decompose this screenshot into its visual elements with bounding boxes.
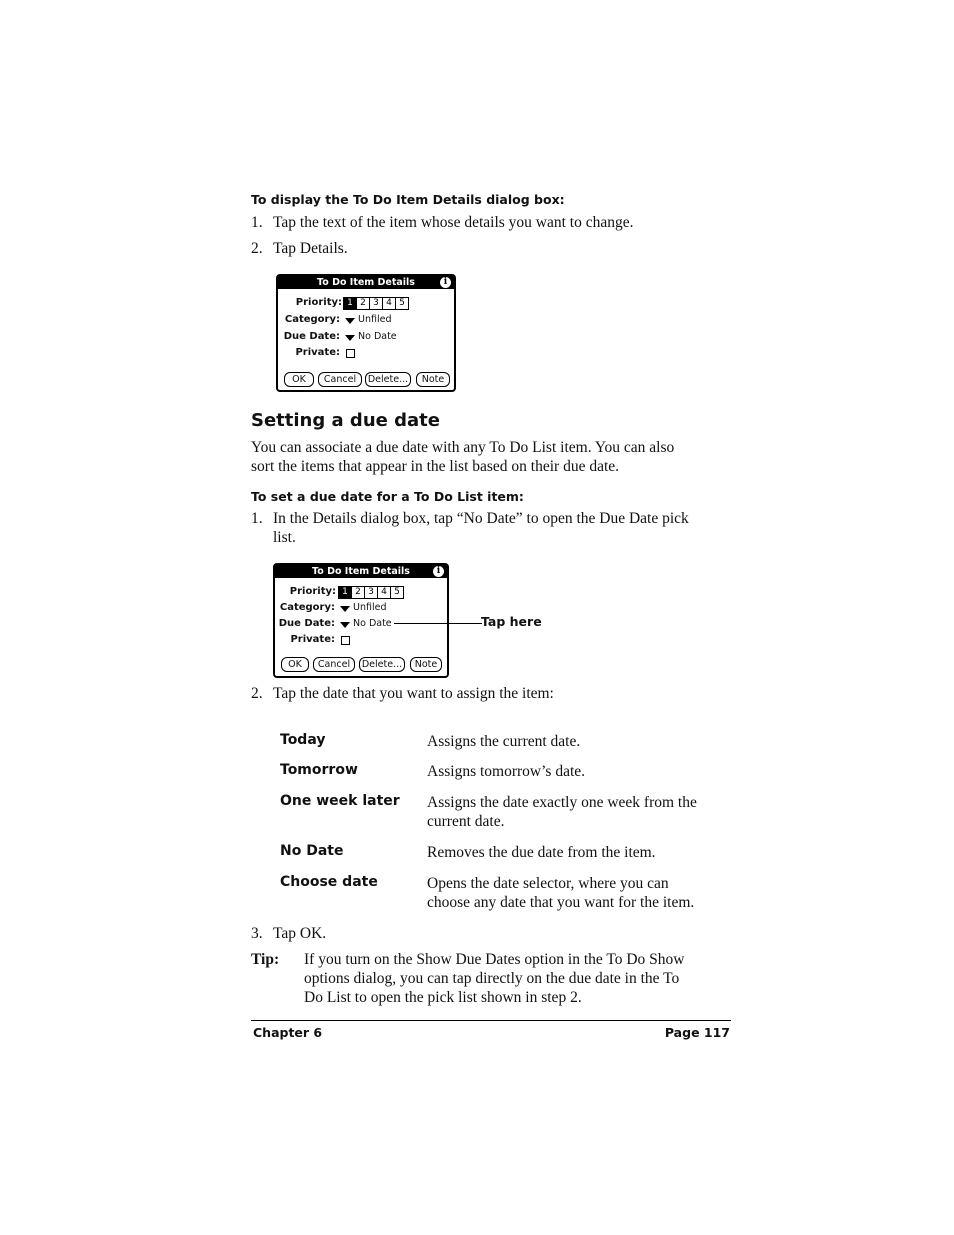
priority-4-button[interactable]: 4 (382, 297, 396, 310)
note-button[interactable]: Note (410, 657, 442, 672)
description-line: Assigns the current date. (427, 733, 581, 750)
option-description (427, 732, 732, 751)
callout-leader-line (394, 623, 482, 624)
due-date-value[interactable]: No Date (353, 618, 392, 629)
priority-3-button[interactable]: 3 (369, 297, 383, 310)
option-description (427, 843, 732, 862)
note-button[interactable]: Note (416, 372, 450, 387)
category-value[interactable]: Unfiled (353, 602, 387, 613)
priority-1-button[interactable]: 1 (338, 586, 352, 599)
option-term: Choose date (280, 874, 378, 890)
description-line: Removes the due date from the item. (427, 844, 656, 861)
priority-2-button[interactable]: 2 (351, 586, 365, 599)
step-text-line: list. (273, 529, 296, 546)
category-dropdown-icon[interactable] (340, 606, 350, 612)
tip-label: Tip: (251, 951, 280, 968)
delete-button[interactable]: Delete... (365, 372, 411, 387)
cancel-button[interactable]: Cancel (318, 372, 362, 387)
delete-button[interactable]: Delete... (359, 657, 405, 672)
priority-selector (339, 586, 404, 599)
step-text: Tap OK. (273, 925, 327, 942)
step-number: 1. (251, 510, 263, 527)
step-text: Tap Details. (273, 240, 348, 257)
info-icon[interactable]: i (440, 277, 451, 288)
description-line: choose any date that you want for the item. (427, 894, 695, 911)
step-number: 3. (251, 925, 263, 942)
description-line: Assigns the date exactly one week from the (427, 794, 697, 811)
step-text: Tap the text of the item whose details you want to change. (273, 214, 634, 231)
step-text-line: In the Details dialog box, tap “No Date” to open the Due Date pick (273, 510, 689, 527)
due-date-value[interactable]: No Date (358, 331, 397, 342)
option-description (427, 793, 732, 831)
option-term: One week later (280, 793, 400, 809)
step-text: Tap the date that you want to assign the item: (273, 685, 554, 702)
ok-button[interactable]: OK (281, 657, 309, 672)
intro-line: You can associate a due date with any To Do List item. You can also (251, 439, 675, 456)
category-label: Category: (279, 602, 335, 613)
todo-item-details-dialog (276, 274, 456, 392)
option-term: Today (280, 732, 326, 748)
step-number: 2. (251, 685, 263, 702)
category-value[interactable]: Unfiled (358, 314, 392, 325)
due-date-label: Due Date: (283, 331, 340, 342)
set-step-1 (251, 509, 751, 549)
info-icon[interactable]: i (433, 566, 444, 577)
description-line: Opens the date selector, where you can (427, 875, 669, 892)
category-dropdown-icon[interactable] (345, 318, 355, 324)
option-term: Tomorrow (280, 762, 358, 778)
tip-line: If you turn on the Show Due Dates option in the To Do Show (304, 951, 685, 968)
intro-line: sort the items that appear in the list based on their due date. (251, 458, 620, 475)
description-line: Assigns tomorrow’s date. (427, 763, 586, 780)
priority-label: Priority: (289, 586, 336, 597)
priority-2-button[interactable]: 2 (356, 297, 370, 310)
section-intro (251, 438, 741, 476)
private-checkbox[interactable] (341, 636, 350, 645)
section-title: Setting a due date (251, 410, 440, 431)
private-label: Private: (295, 347, 340, 358)
priority-5-button[interactable]: 5 (390, 586, 404, 599)
step-number: 2. (251, 240, 263, 257)
todo-item-details-dialog-callout (273, 563, 449, 678)
due-date-dropdown-icon[interactable] (340, 622, 350, 628)
tip-line: Do List to open the pick list shown in step 2. (304, 989, 582, 1006)
description-line: current date. (427, 813, 505, 830)
category-label: Category: (284, 314, 340, 325)
footer-page-number: Page 117 (664, 1025, 730, 1040)
dialog-title-bar (278, 276, 454, 289)
display-dialog-heading: To display the To Do Item Details dialog box: (251, 192, 565, 207)
option-description (427, 874, 732, 912)
footer-rule (251, 1020, 731, 1021)
dialog-title-bar (275, 565, 447, 578)
tip-line: options dialog, you can tap directly on the due date in the To (304, 970, 680, 987)
priority-label: Priority: (295, 297, 342, 308)
set-due-date-heading: To set a due date for a To Do List item: (251, 489, 524, 504)
due-date-label: Due Date: (278, 618, 335, 629)
footer-chapter: Chapter 6 (253, 1025, 323, 1040)
option-term: No Date (280, 843, 344, 859)
step-number: 1. (251, 214, 263, 231)
private-label: Private: (290, 634, 335, 645)
priority-selector (344, 297, 409, 310)
priority-3-button[interactable]: 3 (364, 586, 378, 599)
priority-4-button[interactable]: 4 (377, 586, 391, 599)
priority-1-button[interactable]: 1 (343, 297, 357, 310)
ok-button[interactable]: OK (284, 372, 314, 387)
dialog-title: To Do Item Details (312, 566, 410, 577)
option-description (427, 762, 732, 781)
cancel-button[interactable]: Cancel (313, 657, 355, 672)
private-checkbox[interactable] (346, 349, 355, 358)
due-date-dropdown-icon[interactable] (345, 335, 355, 341)
dialog-title: To Do Item Details (317, 277, 415, 288)
priority-5-button[interactable]: 5 (395, 297, 409, 310)
tap-here-callout: Tap here (481, 614, 542, 629)
